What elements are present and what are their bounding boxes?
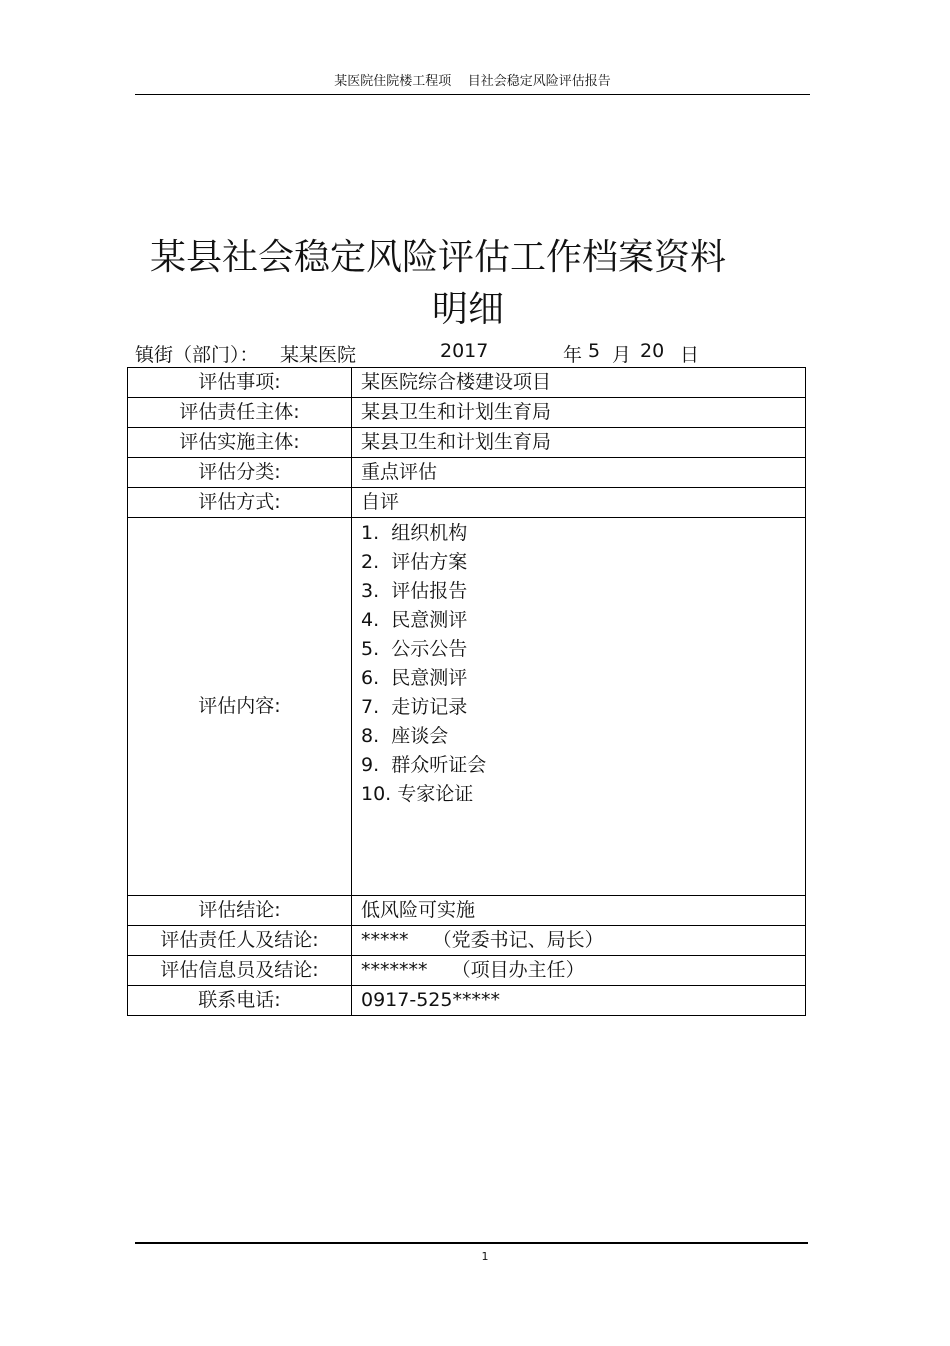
date-day: 20	[640, 340, 665, 362]
row-label: 评估责任主体:	[128, 398, 352, 428]
dept-value: 某某医院	[280, 344, 357, 366]
running-header: 某医院住院楼工程项 目社会稳定风险评估报告	[334, 74, 611, 89]
table-row	[128, 428, 806, 458]
list-item: 9. 群众听证会	[361, 754, 487, 776]
row-label: 评估结论:	[128, 896, 352, 926]
list-item: 1. 组织机构	[361, 522, 468, 544]
title-line-1: 某县社会稳定风险评估工作档案资料	[149, 237, 726, 278]
row-label: 评估责任人及结论:	[128, 926, 352, 956]
document-title	[128, 232, 808, 336]
date-year: 2017	[440, 340, 489, 362]
title-line-2: 明细	[431, 289, 504, 330]
row-value: 某县卫生和计划生育局	[352, 398, 806, 428]
row-value: 0917-525*****	[352, 986, 806, 1016]
date-day-suffix: 日	[680, 344, 700, 366]
list-item: 3. 评估报告	[361, 580, 468, 602]
list-item: 6. 民意测评	[361, 667, 468, 689]
row-value: 某县卫生和计划生育局	[352, 428, 806, 458]
date-month: 5	[588, 340, 601, 362]
table-row	[128, 488, 806, 518]
table-row	[128, 986, 806, 1016]
row-label: 联系电话:	[128, 986, 352, 1016]
row-label: 评估实施主体:	[128, 428, 352, 458]
page-number: 1	[481, 1250, 489, 1263]
footer-rule	[135, 1242, 808, 1244]
date-month-suffix: 月	[612, 344, 632, 366]
list-item: 7. 走访记录	[361, 696, 468, 718]
list-item: 2. 评估方案	[361, 551, 468, 573]
row-label: 评估方式:	[128, 488, 352, 518]
table-row	[128, 956, 806, 986]
list-item: 8. 座谈会	[361, 725, 449, 747]
table-row	[128, 398, 806, 428]
row-value: ******* （项目办主任）	[352, 956, 806, 986]
header-rule	[135, 94, 810, 95]
row-label: 评估事项:	[128, 368, 352, 398]
content-label: 评估内容:	[128, 518, 352, 896]
list-item: 4. 民意测评	[361, 609, 468, 631]
list-item: 10. 专家论证	[361, 783, 474, 805]
table-row	[128, 926, 806, 956]
row-value: 低风险可实施	[352, 896, 806, 926]
table-row	[128, 896, 806, 926]
content-list	[361, 519, 805, 809]
content-list-cell	[352, 518, 806, 896]
content-row	[128, 518, 806, 896]
row-value: 某医院综合楼建设项目	[352, 368, 806, 398]
dept-label: 镇街（部门）：	[135, 344, 259, 366]
row-value: ***** （党委书记、局长）	[352, 926, 806, 956]
list-item: 5. 公示公告	[361, 638, 468, 660]
row-value: 重点评估	[352, 458, 806, 488]
row-label: 评估分类:	[128, 458, 352, 488]
row-value: 自评	[352, 488, 806, 518]
table-row	[128, 458, 806, 488]
assessment-detail-table	[127, 367, 806, 1016]
date-year-suffix: 年	[563, 344, 583, 366]
table-row	[128, 368, 806, 398]
row-label: 评估信息员及结论:	[128, 956, 352, 986]
